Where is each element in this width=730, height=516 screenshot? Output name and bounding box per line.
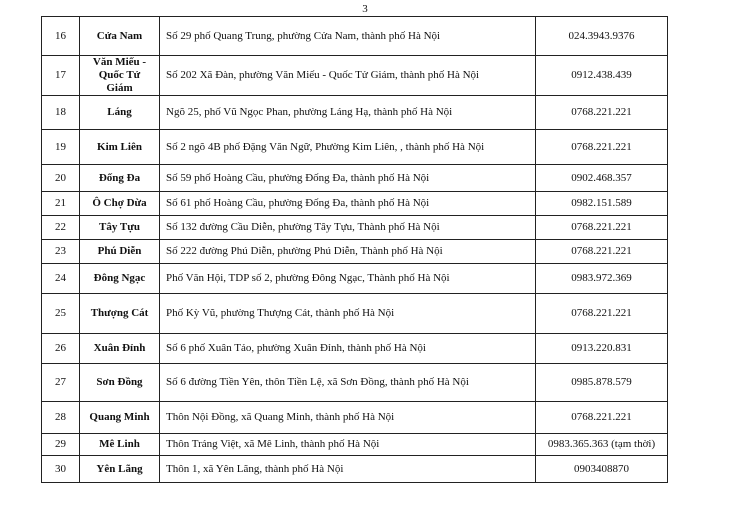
phone-number: 0902.468.357: [536, 165, 668, 192]
phone-number: 0768.221.221: [536, 216, 668, 240]
phone-number: 0983.365.363 (tạm thời): [536, 434, 668, 456]
row-number: 29: [42, 434, 80, 456]
row-number: 17: [42, 56, 80, 96]
phone-number: 0982.151.589: [536, 192, 668, 216]
table-row: [42, 192, 668, 216]
ward-name: Ô Chợ Dừa: [80, 192, 160, 216]
phone-number: 0903408870: [536, 456, 668, 483]
phone-number: 024.3943.9376: [536, 17, 668, 56]
page-number: 3: [362, 3, 368, 15]
row-number: 21: [42, 192, 80, 216]
row-number: 27: [42, 364, 80, 402]
phone-number: 0983.972.369: [536, 264, 668, 294]
row-number: 30: [42, 456, 80, 483]
table-row: [42, 96, 668, 130]
ward-name: Quang Minh: [80, 402, 160, 434]
phone-number: 0768.221.221: [536, 402, 668, 434]
row-number: 28: [42, 402, 80, 434]
phone-number: 0913.220.831: [536, 334, 668, 364]
phone-number: 0768.221.221: [536, 294, 668, 334]
row-number: 18: [42, 96, 80, 130]
address: Số 29 phố Quang Trung, phường Cửa Nam, thành phố Hà Nội: [160, 17, 536, 56]
row-number: 23: [42, 240, 80, 264]
row-number: 20: [42, 165, 80, 192]
table-row: [42, 165, 668, 192]
address: Số 132 đường Cầu Diễn, phường Tây Tựu, Thành phố Hà Nội: [160, 216, 536, 240]
address: Thôn 1, xã Yên Lãng, thành phố Hà Nội: [160, 456, 536, 483]
ward-name: Văn Miếu - Quốc Tử Giám: [80, 56, 160, 96]
address: Phố Kỳ Vũ, phường Thượng Cát, thành phố Hà Nội: [160, 294, 536, 334]
address: Số 2 ngõ 4B phố Đặng Văn Ngữ, Phường Kim Liên, , thành phố Hà Nội: [160, 130, 536, 165]
table-row: [42, 364, 668, 402]
table-row: [42, 456, 668, 483]
table-row: [42, 334, 668, 364]
ward-name: Thượng Cát: [80, 294, 160, 334]
phone-number: 0912.438.439: [536, 56, 668, 96]
row-number: 16: [42, 17, 80, 56]
ward-name: Cửa Nam: [80, 17, 160, 56]
table-row: [42, 402, 668, 434]
table-row: [42, 130, 668, 165]
address: Số 6 phố Xuân Tảo, phường Xuân Đỉnh, thành phố Hà Nội: [160, 334, 536, 364]
table-row: [42, 294, 668, 334]
address: Số 202 Xã Đàn, phường Văn Miếu - Quốc Tử Giám, thành phố Hà Nội: [160, 56, 536, 96]
address: Thôn Tráng Việt, xã Mê Linh, thành phố Hà Nội: [160, 434, 536, 456]
ward-name: Sơn Đồng: [80, 364, 160, 402]
ward-name: Đông Ngạc: [80, 264, 160, 294]
table-row: [42, 240, 668, 264]
address: Ngõ 25, phố Vũ Ngọc Phan, phường Láng Hạ, thành phố Hà Nội: [160, 96, 536, 130]
row-number: 25: [42, 294, 80, 334]
ward-name: Xuân Đỉnh: [80, 334, 160, 364]
address: Phố Văn Hội, TDP số 2, phường Đông Ngạc, Thành phố Hà Nội: [160, 264, 536, 294]
table-row: [42, 434, 668, 456]
row-number: 19: [42, 130, 80, 165]
address: Số 61 phố Hoàng Cầu, phường Đống Đa, thành phố Hà Nội: [160, 192, 536, 216]
phone-number: 0768.221.221: [536, 96, 668, 130]
phone-number: 0768.221.221: [536, 240, 668, 264]
address: Thôn Nội Đồng, xã Quang Minh, thành phố Hà Nội: [160, 402, 536, 434]
ward-name: Đống Đa: [80, 165, 160, 192]
ward-name: Tây Tựu: [80, 216, 160, 240]
agency-table: [41, 16, 668, 483]
table-row: [42, 216, 668, 240]
ward-name: Yên Lãng: [80, 456, 160, 483]
address: Số 59 phố Hoàng Cầu, phường Đống Đa, thành phố Hà Nội: [160, 165, 536, 192]
ward-name: Láng: [80, 96, 160, 130]
row-number: 24: [42, 264, 80, 294]
ward-name: Mê Linh: [80, 434, 160, 456]
row-number: 26: [42, 334, 80, 364]
table-row: [42, 17, 668, 56]
address: Số 222 đường Phú Diễn, phường Phú Diễn, Thành phố Hà Nội: [160, 240, 536, 264]
ward-name: Kim Liên: [80, 130, 160, 165]
ward-name: Phú Diễn: [80, 240, 160, 264]
table-row: [42, 264, 668, 294]
address: Số 6 đường Tiền Yên, thôn Tiền Lệ, xã Sơn Đồng, thành phố Hà Nội: [160, 364, 536, 402]
table-row: [42, 56, 668, 96]
phone-number: 0985.878.579: [536, 364, 668, 402]
row-number: 22: [42, 216, 80, 240]
phone-number: 0768.221.221: [536, 130, 668, 165]
